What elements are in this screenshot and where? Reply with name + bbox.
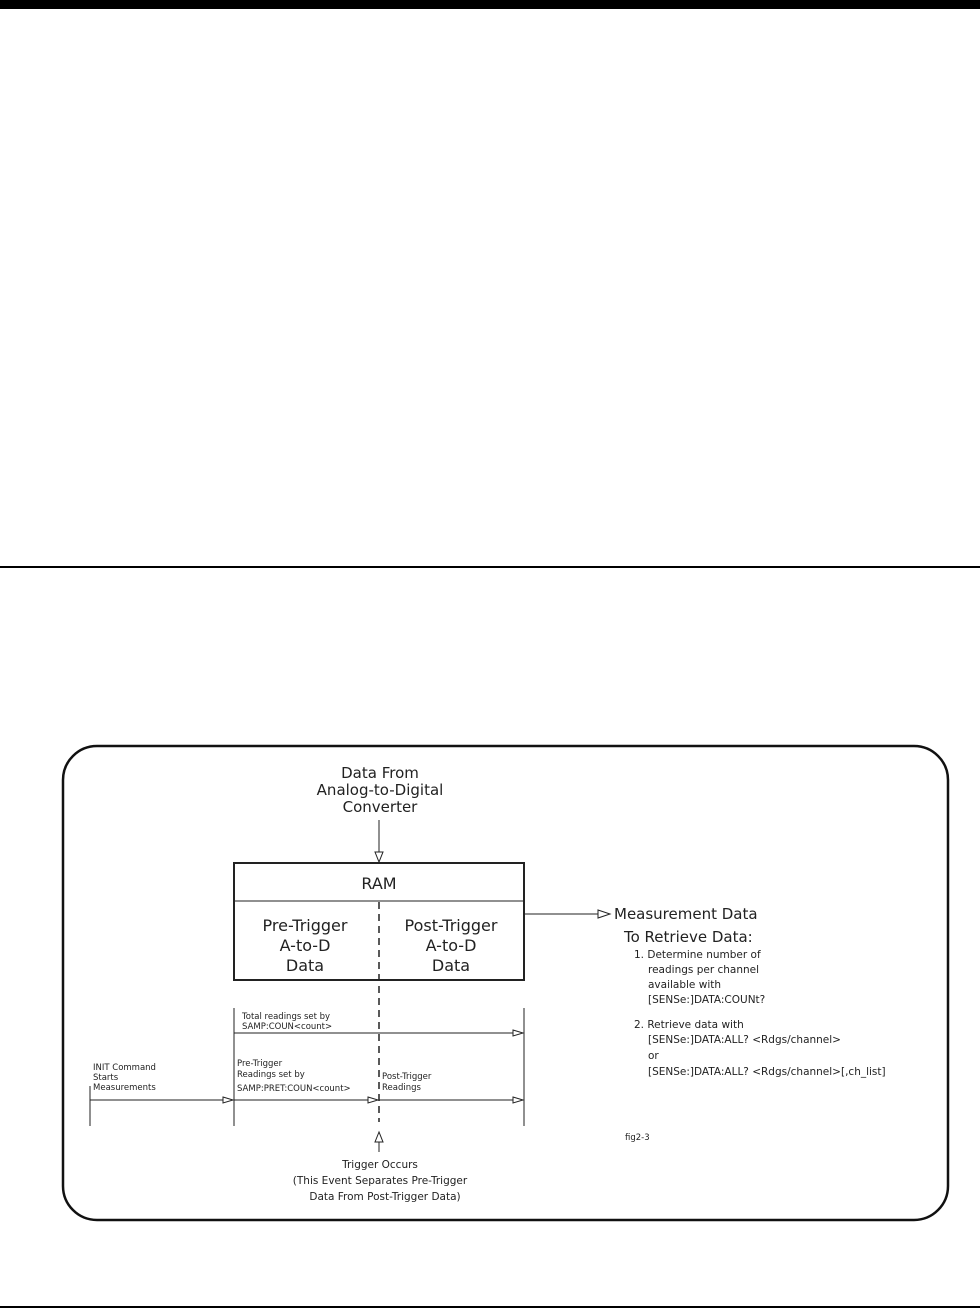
- trigger-arrowhead: [375, 1132, 383, 1142]
- total-readings-line-2: SAMP:COUN<count>: [242, 1022, 333, 1032]
- init-arrowhead: [223, 1097, 233, 1103]
- init-command-line-3: Measurements: [93, 1083, 156, 1093]
- figure-id: fig2-3: [625, 1133, 650, 1143]
- post-trigger-data-line-2: A-to-D: [425, 936, 477, 955]
- output-arrowhead: [598, 910, 610, 918]
- pre-trigger-readings-line-2: Readings set by: [237, 1070, 305, 1080]
- input-arrowhead: [375, 852, 383, 862]
- step2-line-1: 2. Retrieve data with: [634, 1019, 744, 1031]
- step2-line-4: [SENSe:]DATA:ALL? <Rdgs/channel>[,ch_list]: [648, 1066, 886, 1078]
- post-trigger-arrowhead: [513, 1097, 523, 1103]
- step1-line-4: [SENSe:]DATA:COUNt?: [648, 994, 766, 1006]
- total-readings-line-1: Total readings set by: [242, 1012, 331, 1022]
- source-label-line-1: Data From: [341, 764, 419, 782]
- pre-trigger-readings-line-3: SAMP:PRET:COUN<count>: [237, 1084, 351, 1094]
- step1-line-2: readings per channel: [648, 964, 760, 976]
- step2-line-2: [SENSe:]DATA:ALL? <Rdgs/channel>: [648, 1034, 841, 1046]
- total-readings-arrowhead: [513, 1030, 523, 1036]
- trigger-occurs-line-2: (This Event Separates Pre-Trigger: [292, 1175, 468, 1187]
- step2-line-3: or: [648, 1050, 659, 1062]
- init-command-line-2: Starts: [93, 1073, 119, 1083]
- trigger-occurs-line-1: Trigger Occurs: [342, 1159, 418, 1171]
- ram-title: RAM: [361, 874, 397, 893]
- source-label-line-2: Analog-to-Digital: [316, 781, 444, 799]
- trigger-occurs-line-3: Data From Post-Trigger Data): [309, 1191, 461, 1203]
- pre-trigger-arrowhead: [368, 1097, 378, 1103]
- step1-line-1: 1. Determine number of: [634, 949, 761, 961]
- pre-trigger-data-line-3: Data: [285, 956, 325, 975]
- pre-trigger-data-line-1: Pre-Trigger: [262, 916, 348, 935]
- measurement-data-label: Measurement Data: [614, 905, 758, 923]
- source-label-line-3: Converter: [342, 798, 418, 816]
- post-trigger-data-line-1: Post-Trigger: [404, 916, 498, 935]
- pre-trigger-readings-line-1: Pre-Trigger: [237, 1059, 283, 1069]
- post-trigger-readings-line-2: Readings: [382, 1083, 421, 1093]
- retrieve-title: To Retrieve Data:: [624, 928, 753, 946]
- step1-line-3: available with: [648, 979, 722, 991]
- figure-frame: [63, 746, 948, 1220]
- post-trigger-readings-line-1: Post-Trigger: [382, 1072, 432, 1082]
- init-command-line-1: INIT Command: [93, 1063, 156, 1073]
- post-trigger-data-line-3: Data: [431, 956, 471, 975]
- pre-trigger-data-line-2: A-to-D: [279, 936, 331, 955]
